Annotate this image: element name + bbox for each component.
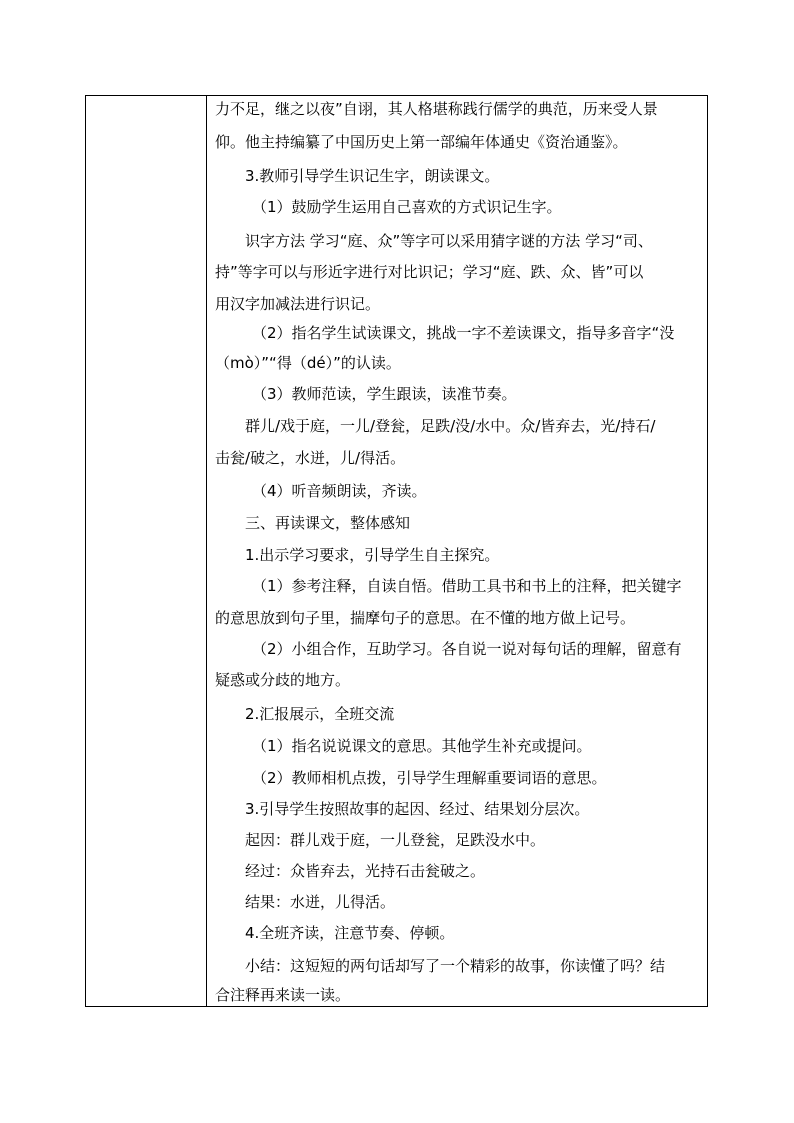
- text-line: （mò）”“得（dé）”的认读。: [215, 354, 401, 372]
- text-line: 起因：群儿戏于庭，一儿登瓮，足跌没水中。: [245, 831, 546, 849]
- text-line: 小结：这短短的两句话却写了一个精彩的故事，你读懂了吗？结: [245, 957, 666, 975]
- text-line: 疑惑或分歧的地方。: [215, 671, 351, 689]
- text-line: 3.教师引导学生识记生字，朗读课文。: [245, 167, 500, 185]
- text-line: （3）教师范读，学生跟读，读准节奏。: [252, 385, 517, 403]
- text-line: 击瓮/破之，水迸，儿/得活。: [215, 449, 406, 467]
- text-line: （4）听音频朗读，齐读。: [252, 482, 427, 500]
- text-line: 合注释再来读一读。: [215, 986, 351, 1004]
- text-line: 三、再读课文，整体感知: [245, 514, 411, 532]
- text-line: 结果：水迸，儿得活。: [245, 893, 396, 911]
- text-line: 3.引导学生按照故事的起因、经过、结果划分层次。: [245, 800, 590, 818]
- text-line: 群儿/戏于庭，一儿/登瓮，足跌/没/水中。众/皆弃去，光/持石/: [245, 417, 656, 435]
- text-line: （1）鼓励学生运用自己喜欢的方式识记生字。: [252, 198, 562, 216]
- text-line: （1）指名说说课文的意思。其他学生补充或提问。: [252, 737, 592, 755]
- text-line: （2）教师相机点拨，引导学生理解重要词语的意思。: [252, 769, 607, 787]
- text-line: 经过：众皆弃去，光持石击瓮破之。: [245, 862, 486, 880]
- text-line: 力不足，继之以夜”自诩，其人格堪称践行儒学的典范，历来受人景: [215, 100, 658, 118]
- text-line: 识字方法 学习“庭、众”等字可以采用猜字谜的方法 学习“司、: [245, 232, 653, 250]
- text-line: 持”等字可以与形近字进行对比识记；学习“庭、跌、众、皆”可以: [215, 263, 644, 281]
- text-line: 1.出示学习要求，引导学生自主探究。: [245, 546, 500, 564]
- text-line: 2.汇报展示，全班交流: [245, 705, 395, 723]
- lesson-table: [85, 95, 708, 1007]
- text-line: （1）参考注释，自读自悟。借助工具书和书上的注释，把关键字: [252, 577, 682, 595]
- text-line: 用汉字加减法进行识记。: [215, 295, 381, 313]
- text-line: 4.全班齐读，注意节奏、停顿。: [245, 924, 455, 942]
- text-line: （2）指名学生试读课文，挑战一字不差读课文，指导多音字“没: [252, 324, 675, 342]
- text-line: 的意思放到句子里，揣摩句子的意思。在不懂的地方做上记号。: [215, 609, 636, 627]
- column-divider: [206, 96, 207, 1006]
- text-line: （2）小组合作，互助学习。各自说一说对每句话的理解，留意有: [252, 640, 682, 658]
- text-line: 仰。他主持编纂了中国历史上第一部编年体通史《资治通鉴》。: [215, 133, 628, 151]
